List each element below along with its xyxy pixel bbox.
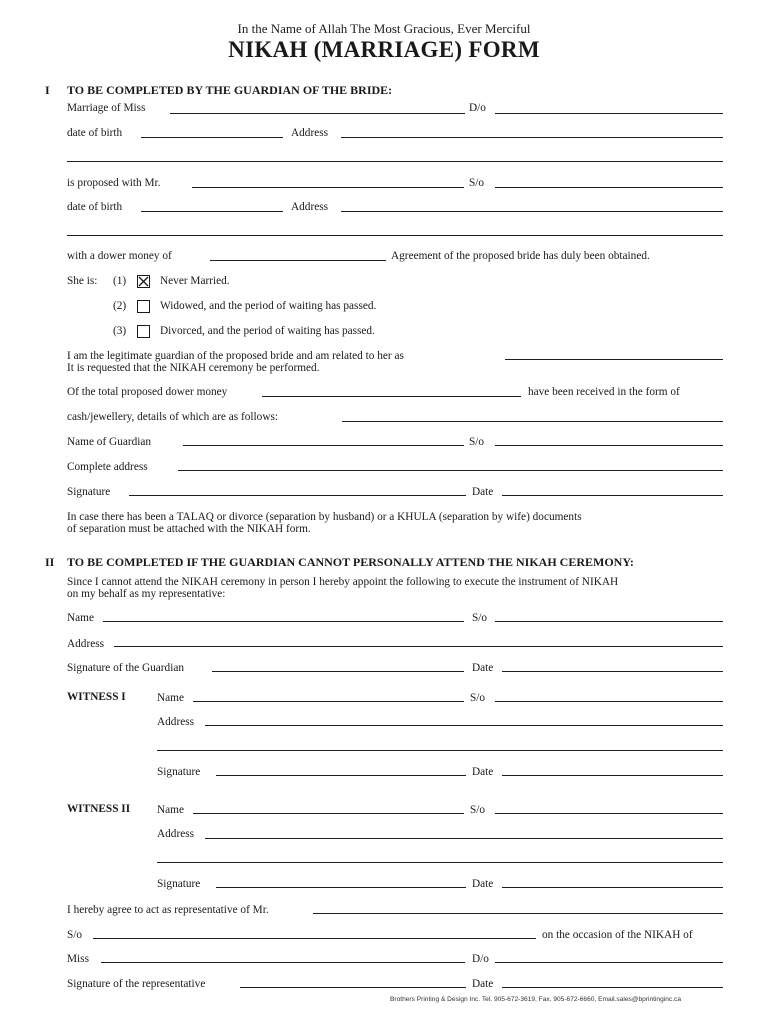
label-proposed-with: is proposed with Mr. (67, 177, 161, 189)
section-2-heading: TO BE COMPLETED IF THE GUARDIAN CANNOT PERSONALLY ATTEND THE NIKAH CEREMONY: (67, 555, 634, 569)
label-occasion: on the occasion of the NIKAH of (542, 929, 693, 941)
field-w1-address[interactable] (205, 725, 723, 726)
label-guardian-signature: Signature (67, 486, 111, 498)
field-miss[interactable] (101, 962, 465, 963)
label-rep-signature: Signature of the representative (67, 978, 206, 990)
field-w2-date[interactable] (502, 887, 723, 888)
label-miss-do: D/o (472, 953, 489, 965)
option-never-married-label: Never Married. (160, 275, 230, 287)
field-bride-name[interactable] (170, 113, 465, 114)
label-rep-so: S/o (472, 612, 488, 624)
label-w1-date: Date (472, 766, 494, 778)
field-guardian-date-2[interactable] (502, 671, 723, 672)
check-x-icon (138, 276, 149, 287)
field-w1-signature[interactable] (216, 775, 466, 776)
field-guardian-date[interactable] (502, 495, 723, 496)
section-1-heading: TO BE COMPLETED BY THE GUARDIAN OF THE BRIDE: (67, 83, 393, 97)
label-w2-so: S/o (470, 804, 486, 816)
field-w2-address[interactable] (205, 838, 723, 839)
field-groom-name[interactable] (192, 187, 464, 188)
field-bride-address-2[interactable] (67, 161, 723, 162)
label-w1-address: Address (157, 716, 195, 728)
field-rep-address[interactable] (114, 646, 723, 647)
field-w1-date[interactable] (502, 775, 723, 776)
field-dower-received[interactable] (262, 396, 521, 397)
option-2-number: (2) (113, 300, 127, 312)
label-cash-details: cash/jewellery, details of which are as follows: (67, 411, 279, 423)
field-cash-details[interactable] (342, 421, 723, 422)
invocation: In the Name of Allah The Most Gracious, Ever Merciful (237, 21, 531, 36)
label-received: have been received in the form of (528, 386, 680, 398)
field-rep-name[interactable] (103, 621, 464, 622)
option-1-number: (1) (113, 275, 127, 287)
label-w2-signature: Signature (157, 878, 201, 890)
label-rep-date: Date (472, 978, 494, 990)
field-guardian-sig-2[interactable] (212, 671, 464, 672)
label-rep-name: Name (67, 612, 94, 624)
label-total-dower: Of the total proposed dower money (67, 386, 228, 398)
field-agree-mr[interactable] (313, 913, 723, 914)
witness-1-label: WITNESS I (67, 691, 126, 703)
field-bride-address[interactable] (341, 137, 723, 138)
field-rep-signature[interactable] (240, 987, 466, 988)
label-complete-address: Complete address (67, 461, 148, 473)
note-line-1: In case there has been a TALAQ or divorce (separation by husband) or a KHULA (separation by wife) documents (67, 511, 582, 523)
field-w1-name[interactable] (193, 701, 464, 702)
field-w2-signature[interactable] (216, 887, 466, 888)
label-w2-address: Address (157, 828, 195, 840)
field-w2-father[interactable] (495, 813, 723, 814)
field-rep-so-2[interactable] (93, 938, 536, 939)
field-rep-date[interactable] (502, 987, 723, 988)
field-guardian-name[interactable] (183, 445, 464, 446)
checkbox-never-married[interactable] (137, 275, 150, 288)
footer-credit: Brothers Printing & Design Inc. Tel. 905-672-3619, Fax. 905-672-6660, Email.sales@bprintinginc.ca (390, 996, 681, 1003)
field-guardian-signature[interactable] (129, 495, 466, 496)
field-groom-father[interactable] (495, 187, 723, 188)
field-w1-address-2[interactable] (157, 750, 723, 751)
label-rep-address: Address (67, 638, 105, 650)
agreement-text: Agreement of the proposed bride has duly been obtained. (391, 250, 650, 262)
section-1-number: I (45, 83, 50, 97)
field-bride-dob[interactable] (141, 137, 283, 138)
label-groom-dob: date of birth (67, 201, 123, 213)
witness-2-label: WITNESS II (67, 803, 131, 815)
field-w2-address-2[interactable] (157, 862, 723, 863)
label-rep-so-2: S/o (67, 929, 83, 941)
label-agree: I hereby agree to act as representative of Mr. (67, 904, 269, 916)
label-w1-name: Name (157, 692, 184, 704)
label-do: D/o (469, 102, 486, 114)
intro-line-2: on my behalf as my representative: (67, 588, 226, 600)
label-so: S/o (469, 177, 485, 189)
label-w2-name: Name (157, 804, 184, 816)
label-guardian-sig-2: Signature of the Guardian (67, 662, 185, 674)
label-guardian-name: Name of Guardian (67, 436, 152, 448)
field-groom-address-2[interactable] (67, 235, 723, 236)
label-guardian-date: Date (472, 486, 494, 498)
field-guardian-father[interactable] (495, 445, 723, 446)
label-w1-signature: Signature (157, 766, 201, 778)
page-title: NIKAH (MARRIAGE) FORM (228, 37, 540, 62)
option-divorced-label: Divorced, and the period of waiting has passed. (160, 325, 375, 337)
label-she-is: She is: (67, 275, 98, 287)
label-w2-date: Date (472, 878, 494, 890)
field-w1-father[interactable] (495, 701, 723, 702)
intro-line-1: Since I cannot attend the NIKAH ceremony in person I hereby appoint the following to execute the instrument of NIKAH (67, 576, 619, 588)
label-w1-so: S/o (470, 692, 486, 704)
section-2-number: II (45, 555, 55, 569)
note-line-2: of separation must be attached with the NIKAH form. (67, 523, 311, 535)
guardian-statement: I am the legitimate guardian of the proposed bride and am related to her as (67, 350, 404, 362)
label-bride-dob: date of birth (67, 127, 123, 139)
request-statement: It is requested that the NIKAH ceremony be performed. (67, 362, 320, 374)
label-guardian-date-2: Date (472, 662, 494, 674)
option-widowed-label: Widowed, and the period of waiting has passed. (160, 300, 377, 312)
field-w2-name[interactable] (193, 813, 464, 814)
field-guardian-address[interactable] (178, 470, 723, 471)
field-bride-father[interactable] (495, 113, 723, 114)
checkbox-widowed[interactable] (137, 300, 150, 313)
field-groom-address[interactable] (341, 211, 723, 212)
field-dower-money[interactable] (210, 260, 386, 261)
field-groom-dob[interactable] (141, 211, 283, 212)
label-dower-money: with a dower money of (67, 250, 172, 262)
field-relation[interactable] (505, 359, 723, 360)
label-bride-address: Address (291, 127, 329, 139)
checkbox-divorced[interactable] (137, 325, 150, 338)
field-rep-father[interactable] (495, 621, 723, 622)
label-groom-address: Address (291, 201, 329, 213)
label-guardian-so: S/o (469, 436, 485, 448)
field-miss-father[interactable] (495, 962, 723, 963)
label-marriage-of-miss: Marriage of Miss (67, 102, 146, 114)
label-miss: Miss (67, 953, 89, 965)
option-3-number: (3) (113, 325, 127, 337)
